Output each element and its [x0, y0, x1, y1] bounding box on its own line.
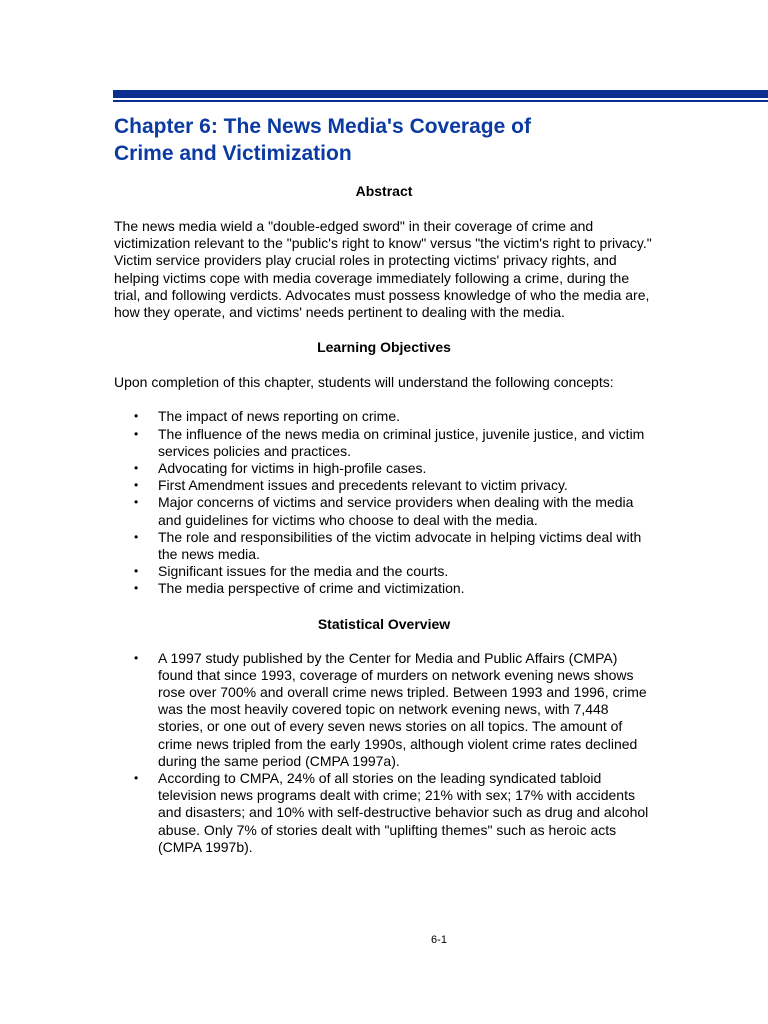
list-item-text: The impact of news reporting on crime.	[158, 408, 400, 425]
list-item-text: A 1997 study published by the Center for Media and Public Affairs (CMPA) found that since 1993, coverage of murders on network evening news shows rose over 700% and overall crime news tripled. Between 1993 and 1996, crime was the most heavily covered topic on network evening news, with 7,448 stories, or one out of every seven news stories on all topics. The amount of crime news tripled from the early 1990s, although violent crime rates declined during the same period (CMPA 1997a).	[158, 649, 647, 769]
list-item	[114, 426, 654, 460]
list-item-text: The role and responsibilities of the victim advocate in helping victims deal with the news media.	[158, 528, 642, 563]
list-item-text: The influence of the news media on criminal justice, juvenile justice, and victim services policies and practices.	[158, 425, 645, 459]
statistical-overview-heading: Statistical Overview	[317, 615, 451, 632]
bullet-icon: •	[134, 581, 139, 596]
list-item-text: First Amendment issues and precedents relevant to victim privacy.	[158, 477, 568, 494]
bullet-icon: •	[134, 564, 139, 579]
list-item-text: Major concerns of victims and service providers when dealing with the media and guidelines for victims who choose to deal with the media.	[158, 494, 634, 528]
statistical-overview-list	[114, 650, 654, 856]
list-item	[114, 460, 654, 477]
bullet-icon: •	[134, 426, 139, 441]
bullet-icon: •	[134, 409, 139, 424]
list-item-text: The media perspective of crime and victimization.	[158, 580, 465, 597]
list-item-text: According to CMPA, 24% of all stories on the leading syndicated tabloid television news programs dealt with crime; 21% with sex; 17% with accidents and disasters; and 10% with self-destructive behavior such as drug and alcohol abuse. Only 7% of stories dealt with "uplifting themes" such as heroic acts (CMPA 1997b).	[158, 770, 649, 855]
header-rule-thick	[113, 90, 768, 98]
list-item	[114, 563, 654, 580]
list-item-text: Significant issues for the media and the courts.	[158, 563, 449, 580]
header-rule-thin	[113, 100, 768, 102]
list-item-text: Advocating for victims in high-profile cases.	[158, 460, 427, 477]
page-number: 6-1	[431, 934, 447, 946]
list-item	[114, 494, 654, 528]
bullet-icon: •	[134, 650, 139, 665]
bullet-icon: •	[134, 461, 139, 476]
learning-objectives-intro: Upon completion of this chapter, students will understand the following concepts:	[114, 374, 614, 391]
list-item	[114, 770, 654, 856]
bullet-icon: •	[134, 495, 139, 510]
list-item	[114, 408, 654, 425]
learning-objectives-list	[114, 408, 654, 597]
list-item	[114, 650, 654, 770]
learning-objectives-heading: Learning Objectives	[317, 339, 451, 356]
chapter-title-line-1: Chapter 6: The News Media's Coverage of	[114, 115, 531, 138]
bullet-icon: •	[134, 478, 139, 493]
list-item	[114, 529, 654, 563]
abstract-body: The news media wield a "double-edged sword" in their coverage of crime and victimization relevant to the "public's right to know" versus "the victim's right to privacy." Victim service providers play crucial roles in protecting victims' privacy rights, and helping victims cope with media coverage immediately following a crime, during the trial, and following verdicts. Advocates must possess knowledge of who the media are, how they operate, and victims' needs pertinent to dealing with the media.	[114, 218, 652, 321]
list-item	[114, 477, 654, 494]
page-content	[114, 113, 654, 856]
bullet-icon: •	[134, 529, 139, 544]
list-item	[114, 580, 654, 597]
chapter-title	[114, 113, 654, 167]
chapter-title-line-2: Crime and Victimization	[114, 142, 352, 165]
abstract-heading: Abstract	[355, 183, 413, 199]
bullet-icon: •	[134, 771, 139, 786]
